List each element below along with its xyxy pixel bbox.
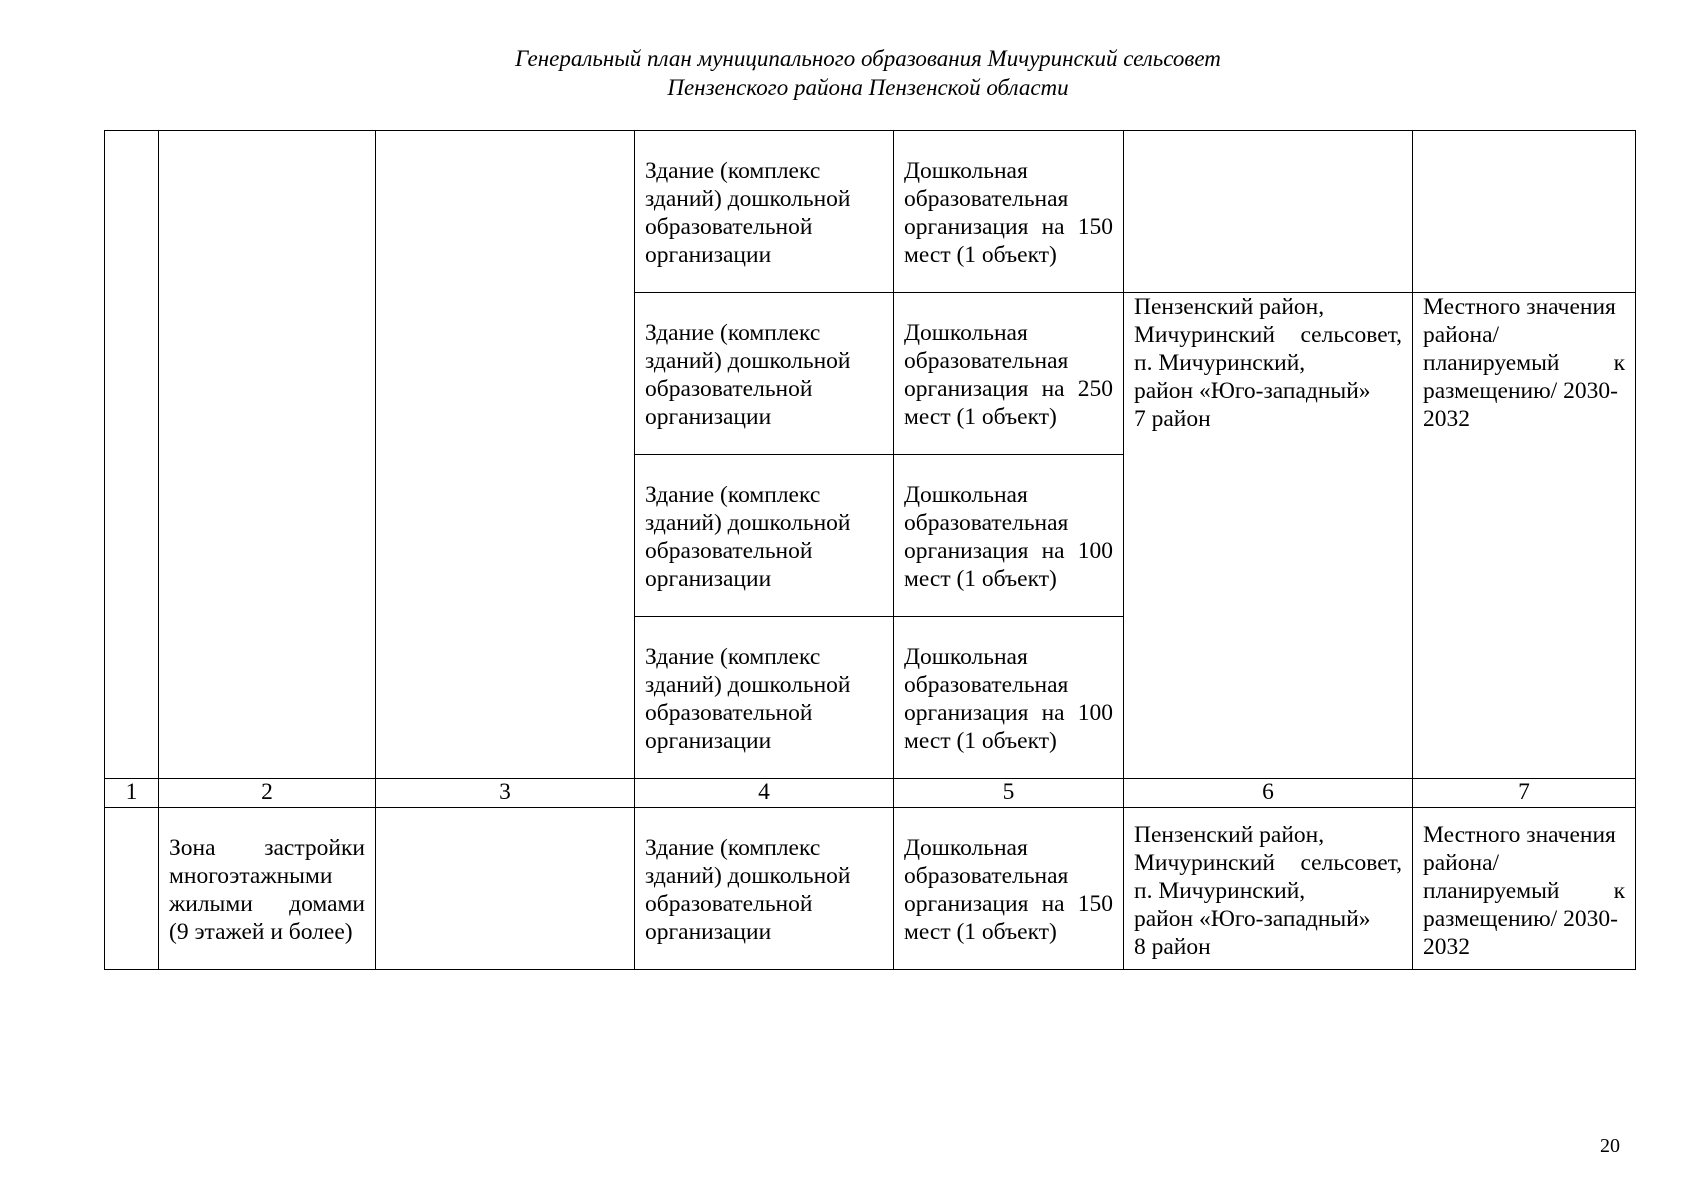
- table-cell-location: Пензенский район, Мичуринский сельсовет, п. Мичуринский, район «Юго-западный» 7 район: [1124, 293, 1413, 779]
- table-cell-status: [1413, 131, 1636, 293]
- table-cell-col3: [376, 808, 635, 970]
- column-number: 1: [105, 779, 159, 808]
- table-cell-location: [1124, 131, 1413, 293]
- table-row: [105, 131, 1636, 293]
- table-cell-zone: [159, 131, 376, 779]
- table-cell-object-name: Дошкольная образовательная организация на 150 мест (1 объект): [894, 808, 1124, 970]
- column-number: 5: [894, 779, 1124, 808]
- column-number: 2: [159, 779, 376, 808]
- table-cell-object-name: Дошкольная образовательная организация на 150 мест (1 объект): [894, 131, 1124, 293]
- table-cell-object-type: Здание (комплекс зданий) дошкольной образовательной организации: [635, 131, 894, 293]
- table-cell-object-name: Дошкольная образовательная организация на 100 мест (1 объект): [894, 455, 1124, 617]
- planning-table: [104, 130, 1636, 970]
- header-title-line1: Генеральный план муниципального образования Мичуринский сельсовет: [515, 46, 1221, 71]
- column-number: 6: [1124, 779, 1413, 808]
- document-header: [0, 44, 1697, 102]
- column-number-row: [105, 779, 1636, 808]
- header-title-line2: Пензенского района Пензенской области: [667, 75, 1069, 100]
- table-cell-status: Местного значения района/ планируемый к размещению/ 2030- 2032: [1413, 808, 1636, 970]
- column-number: 3: [376, 779, 635, 808]
- table-cell-number: [105, 808, 159, 970]
- table-cell-object-type: Здание (комплекс зданий) дошкольной образовательной организации: [635, 617, 894, 779]
- table-row: [105, 808, 1636, 970]
- table-cell-zone: Зона застройки многоэтажными жилыми домами (9 этажей и более): [159, 808, 376, 970]
- page-number: 20: [1600, 1135, 1620, 1157]
- table-cell-object-type: Здание (комплекс зданий) дошкольной образовательной организации: [635, 808, 894, 970]
- table-cell-location: Пензенский район, Мичуринский сельсовет, п. Мичуринский, район «Юго-западный» 8 район: [1124, 808, 1413, 970]
- table-cell-col3: [376, 131, 635, 779]
- table-cell-object-name: Дошкольная образовательная организация на 250 мест (1 объект): [894, 293, 1124, 455]
- table-cell-object-type: Здание (комплекс зданий) дошкольной образовательной организации: [635, 293, 894, 455]
- column-number: 7: [1413, 779, 1636, 808]
- column-number: 4: [635, 779, 894, 808]
- table-cell-object-type: Здание (комплекс зданий) дошкольной образовательной организации: [635, 455, 894, 617]
- table-cell-object-name: Дошкольная образовательная организация на 100 мест (1 объект): [894, 617, 1124, 779]
- table-cell-status: Местного значения района/ планируемый к размещению/ 2030- 2032: [1413, 293, 1636, 779]
- table-cell-number: [105, 131, 159, 779]
